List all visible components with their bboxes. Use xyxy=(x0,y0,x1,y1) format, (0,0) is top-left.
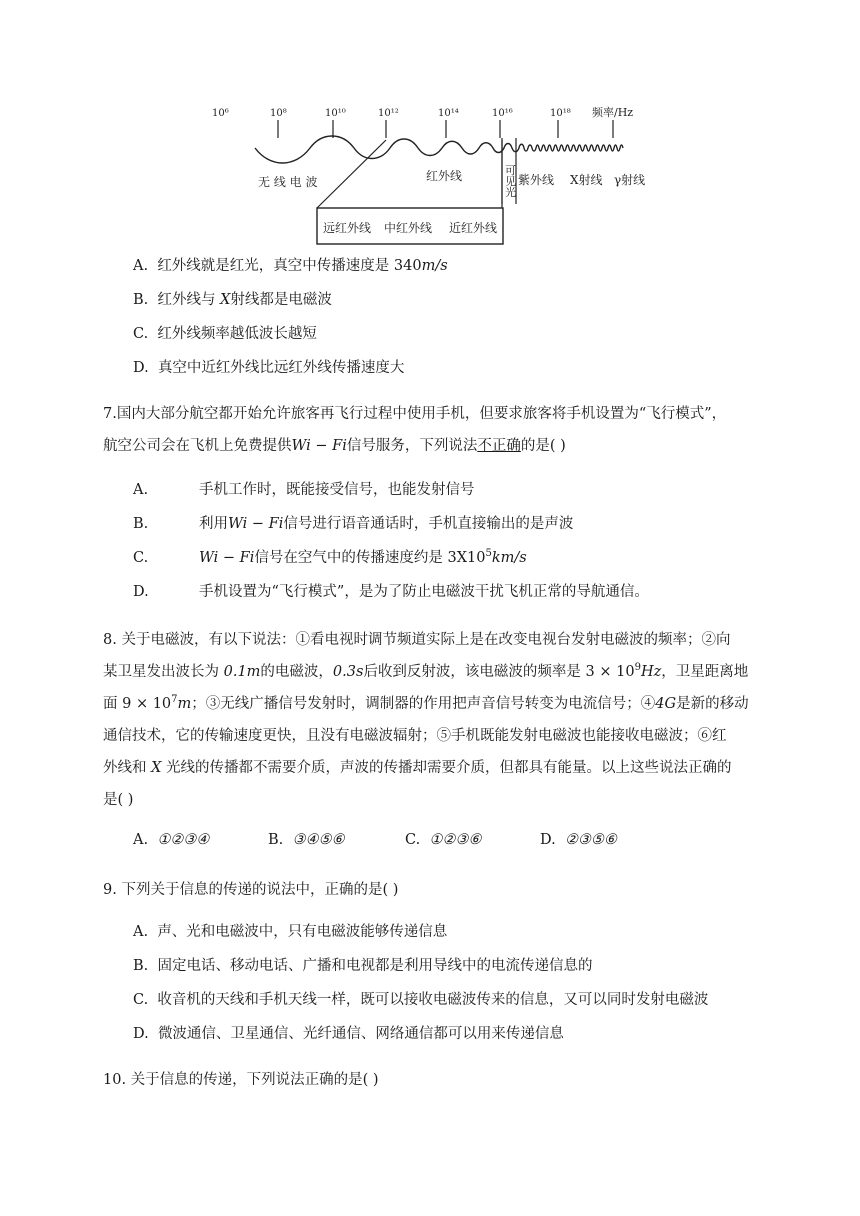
option-label: C. xyxy=(133,326,149,342)
option-math: m/s xyxy=(421,258,448,274)
q7-option-d xyxy=(133,580,649,601)
ir-mid: 中红外线 xyxy=(384,221,433,235)
wifi-text: Wi − Fi xyxy=(291,438,347,454)
ir-far: 远红外线 xyxy=(323,221,372,235)
q6-option-c xyxy=(133,322,317,343)
option-label: A. xyxy=(133,482,149,498)
band-gamma: γ射线 xyxy=(614,173,646,187)
exp-label-1: 10⁶ xyxy=(212,108,229,119)
option-label: A. xyxy=(133,258,149,274)
exp-label-7: 10¹⁸ xyxy=(550,108,571,119)
q8-line4: 通信技术，它的传输速度更快，且没有电磁波辐射；⑤手机既能发射电磁波也能接收电磁波；⑥红 xyxy=(103,728,727,744)
em-wave xyxy=(255,136,623,163)
option-label: B. xyxy=(133,516,149,532)
q10-stem: 10. 关于信息的传递，下列说法正确的是( ) xyxy=(103,1072,379,1088)
option-text: 真空中近红外线比远红外线传播速度大 xyxy=(157,360,405,376)
option-text: 手机设置为“飞行模式”，是为了防止电磁波干扰飞机正常的导航通信。 xyxy=(199,584,649,600)
band-infrared: 红外线 xyxy=(426,169,463,183)
q7-stem-line2: 航空公司会在飞机上免费提供Wi − Fi信号服务，下列说法不正确的是( ) xyxy=(103,438,566,454)
option-text: 红外线频率越低波长越短 xyxy=(157,326,317,342)
q8-option-a: A. ①②③④ xyxy=(133,832,210,848)
q8-option-d: D. ②③⑤⑥ xyxy=(540,832,617,848)
exp-label-4: 10¹² xyxy=(378,108,399,119)
q8-line6: 是( ) xyxy=(103,792,134,808)
option-label: D. xyxy=(133,584,149,600)
option-label: D. xyxy=(133,360,149,376)
option-text: 手机工作时，既能接受信号，也能发射信号 xyxy=(199,482,475,498)
q7-option-b: B. 利用Wi − Fi信号进行语音通话时，手机直接输出的是声波 xyxy=(133,516,574,532)
band-uv: 紫外线 xyxy=(518,173,555,187)
option-label: B. xyxy=(133,292,149,308)
q8-line5: 外线和 X 光线的传播都不需要介质，声波的传播却需要介质，但都具有能量。以上这些说法正确的 xyxy=(103,760,732,776)
q9-stem: 9. 下列关于信息的传递的说法中，正确的是( ) xyxy=(103,882,399,898)
q9-option-b: B. 固定电话、移动电话、广播和电视都是利用导线中的电流传递信息的 xyxy=(133,958,593,974)
q9-option-d: D. 微波通信、卫星通信、光纤通信、网络通信都可以用来传递信息 xyxy=(133,1026,564,1042)
exp-label-5: 10¹⁴ xyxy=(438,108,459,119)
q7-option-a xyxy=(133,478,475,499)
band-visible-text: 可 xyxy=(505,164,516,177)
q7-option-c: C. Wi − Fi信号在空气中的传播速度约是 $3X10^5km/s$ xyxy=(133,548,527,566)
band-xray: X射线 xyxy=(570,173,603,187)
q7-stem-line1: 7.国内大部分航空都开始允许旅客再飞行过程中使用手机，但要求旅客将手机设置为“飞行模式”， xyxy=(103,406,727,422)
underlined-text: 不正确 xyxy=(477,438,521,454)
exp-label-3: 10¹⁰ xyxy=(325,108,346,119)
band-radio: 无 线 电 波 xyxy=(258,175,318,189)
q8-line1: 8. 关于电磁波，有以下说法：①看电视时调节频道实际上是在改变电视台发射电磁波的频率；②向 xyxy=(103,632,731,648)
q8-option-c: C. ①②③⑥ xyxy=(405,832,482,848)
ir-near: 近红外线 xyxy=(449,221,498,235)
q6-option-d xyxy=(133,356,404,377)
exp-label-2: 10⁸ xyxy=(270,108,287,119)
q6-option-b xyxy=(133,288,332,309)
q9-option-a: A. 声、光和电磁波中，只有电磁波能够传递信息 xyxy=(133,924,448,940)
option-text-2: 射线都是电磁波 xyxy=(230,292,332,308)
option-text: 红外线与 xyxy=(157,292,221,308)
option-math: X xyxy=(220,292,231,308)
q8-line2: 某卫星发出波长为 0.1m的电磁波，0.3s后收到反射波，该电磁波的频率是 $3 \times 10^9Hz$，卫星距离地 xyxy=(103,662,749,680)
q8-line3: 面 $9 \times 10^7m$；③无线广播信号发射时，调制器的作用把声音信号转变为电流信号；④4G是新的移动 xyxy=(103,694,749,712)
freq-label: 频率/Hz xyxy=(592,106,634,119)
q9-option-c: C. 收音机的天线和手机天线一样，既可以接收电磁波传来的信息，又可以同时发射电磁波 xyxy=(133,992,709,1008)
q8-option-b: B. ③④⑤⑥ xyxy=(268,832,345,848)
q6-option-a xyxy=(133,254,448,275)
option-label: C. xyxy=(133,550,149,566)
band-visible: 可 见 光 xyxy=(505,164,516,199)
option-text: 红外线就是红光，真空中传播速度是 340 xyxy=(157,258,422,274)
spectrum-figure xyxy=(200,96,660,256)
exp-label-6: 10¹⁶ xyxy=(492,108,513,119)
